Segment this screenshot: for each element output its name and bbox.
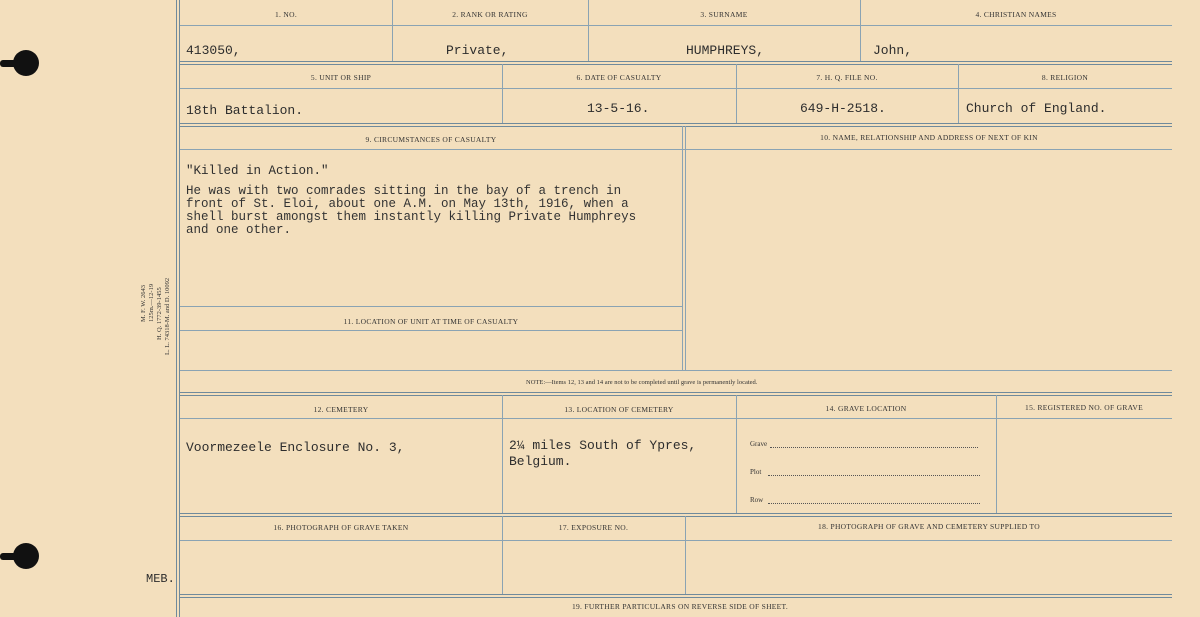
row4-bottom-a — [180, 513, 1172, 514]
row5-header-line — [180, 540, 1172, 541]
side-print-4: L. L. 74318-M. and D. 10092 — [164, 277, 171, 355]
row1-bottom-a — [180, 61, 1172, 62]
punch-hole-top-tail — [0, 60, 20, 67]
header-registered-no: 15. REGISTERED NO. OF GRAVE — [1025, 403, 1143, 412]
value-christian-names: John, — [873, 43, 913, 58]
loc-top — [180, 306, 682, 307]
stamp-initials: MEB. — [146, 572, 175, 586]
loc-header-line — [180, 330, 682, 331]
header-surname: 3. SURNAME — [700, 10, 748, 19]
row3-header-line — [180, 149, 1172, 150]
value-file-no: 649-H-2518. — [800, 101, 886, 116]
value-unit: 18th Battalion. — [186, 103, 304, 118]
value-cemetery-location-1: 2¼ miles South of Ypres, — [509, 438, 697, 453]
header-unit-location: 11. LOCATION OF UNIT AT TIME OF CASUALTY — [343, 317, 519, 326]
circumstances-line1: "Killed in Action." — [186, 164, 329, 178]
value-religion: Church of England. — [966, 101, 1107, 116]
row3-div-b — [685, 126, 686, 370]
header-exposure-no: 17. EXPOSURE NO. — [558, 523, 629, 532]
margin-line-1 — [176, 0, 177, 617]
row4-bottom-b — [180, 516, 1172, 517]
circumstances-body: He was with two comrades sitting in the bay of a trench in front of St. Eloi, about one A.M. on May 13th, 1916, when a shell burst amongst them instantly killing Private Humphreys and one other. — [186, 184, 637, 237]
grave-line — [770, 447, 978, 448]
row-line — [768, 503, 980, 504]
value-rank: Private, — [446, 43, 509, 58]
header-cemetery: 12. CEMETERY — [313, 405, 369, 414]
header-religion: 8. RELIGION — [1041, 73, 1089, 82]
punch-hole-bottom-tail — [0, 553, 20, 560]
row2-mid — [180, 88, 1172, 89]
header-number: 1. NO. — [274, 10, 297, 19]
header-grave-location: 14. GRAVE LOCATION — [825, 404, 907, 413]
value-number: 413050, — [186, 43, 241, 58]
header-rank: 2. RANK OR RATING — [452, 10, 528, 19]
row3-div-a — [682, 126, 683, 370]
side-print-1: M. F. W. 2643 — [140, 284, 147, 322]
header-cemetery-location: 13. LOCATION OF CEMETERY — [564, 405, 674, 414]
label-row: Row — [750, 496, 764, 504]
row2-bottom-b — [180, 126, 1172, 127]
header-file-no: 7. H. Q. FILE NO. — [816, 73, 878, 82]
row2-bottom-a — [180, 123, 1172, 124]
row1-bottom-b — [180, 64, 1172, 65]
note-bottom-a — [180, 392, 1172, 393]
side-print-2: 125m.—12-19 — [148, 283, 155, 322]
footer-further-particulars: 19. FURTHER PARTICULARS ON REVERSE SIDE OF SHEET. — [571, 602, 789, 611]
row5-bottom-a — [180, 594, 1172, 595]
note-text: NOTE:—Items 12, 13 and 14 are not to be completed until grave is permanently located. — [526, 379, 758, 386]
label-grave: Grave — [750, 440, 768, 448]
value-date: 13-5-16. — [587, 101, 650, 116]
header-christian-names: 4. CHRISTIAN NAMES — [975, 10, 1057, 19]
row4-div-3 — [996, 395, 997, 513]
row3-bottom — [180, 370, 1172, 371]
row4-header-line — [180, 418, 1172, 419]
header-date: 6. DATE OF CASUALTY — [576, 73, 662, 82]
value-surname: HUMPHREYS, — [686, 43, 765, 58]
header-photo-supplied: 18. PHOTOGRAPH OF GRAVE AND CEMETERY SUPPLIED TO — [818, 522, 1040, 531]
value-cemetery-location-2: Belgium. — [509, 454, 572, 469]
value-cemetery: Voormezeele Enclosure No. 3, — [186, 440, 405, 455]
side-print-3: H. Q. 1772-39-1455 — [156, 287, 163, 340]
plot-line — [768, 475, 980, 476]
row5-bottom-b — [180, 597, 1172, 598]
label-plot: Plot — [750, 468, 762, 476]
header-photo-taken: 16. PHOTOGRAPH OF GRAVE TAKEN — [273, 523, 409, 532]
row1-top — [180, 25, 1172, 26]
header-circumstances: 9. CIRCUMSTANCES OF CASUALTY — [365, 135, 497, 144]
note-bottom-b — [180, 395, 1172, 396]
header-next-of-kin: 10. NAME, RELATIONSHIP AND ADDRESS OF NEXT OF KIN — [820, 133, 1038, 142]
header-unit: 5. UNIT OR SHIP — [310, 73, 372, 82]
